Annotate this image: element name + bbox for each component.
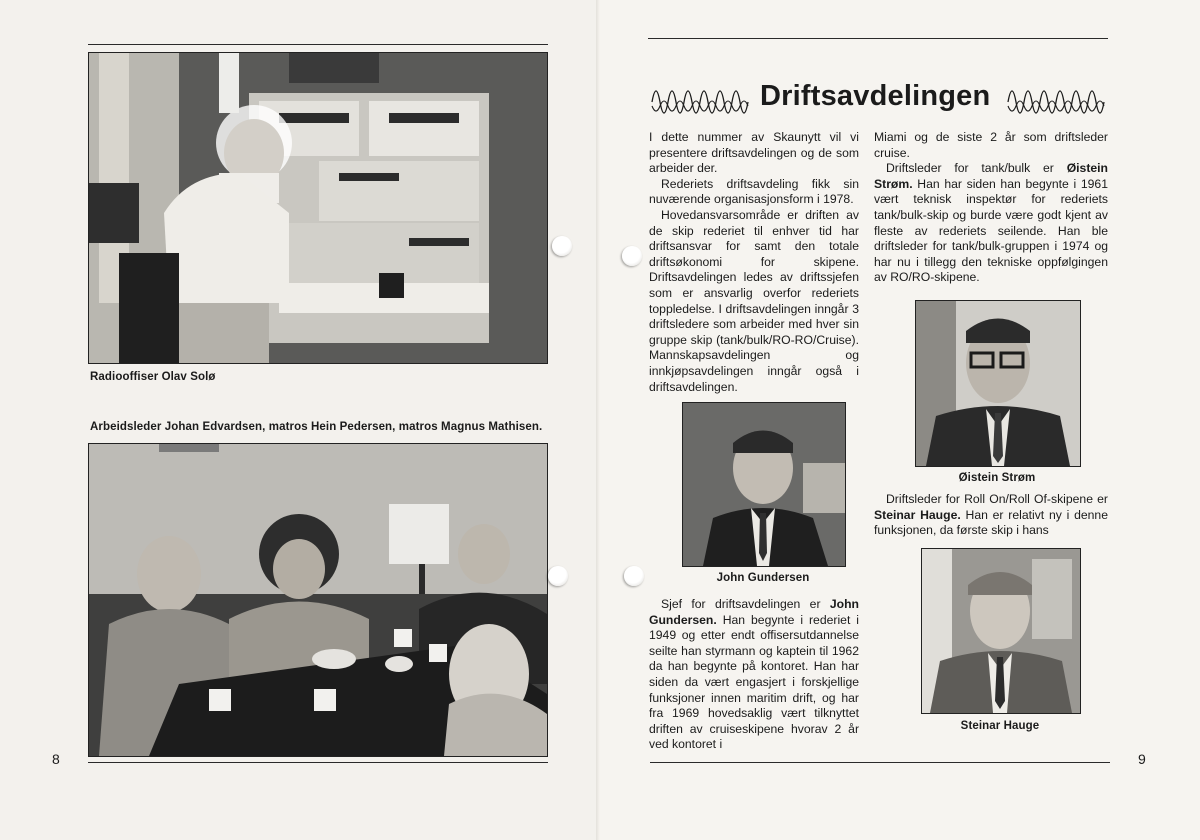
decorative-loop-ornament-icon bbox=[650, 80, 752, 116]
column-1-text bbox=[649, 130, 859, 395]
portrait-photo-oistein-strom bbox=[915, 300, 1081, 467]
portrait-photo-john-gundersen bbox=[682, 402, 846, 567]
col2-p2-pre: Driftsleder for tank/bulk er bbox=[886, 161, 1067, 176]
col2-paragraph-1: Miami og de siste 2 år som driftsleder cruise. bbox=[874, 130, 1108, 160]
col1-paragraph-1: I dette nummer av Skaunytt vil vi presentere driftsavdelingen og de som arbeider der. bbox=[649, 130, 859, 176]
binder-hole-icon bbox=[548, 566, 568, 586]
bottom-rule-left bbox=[88, 762, 548, 763]
col1-paragraph-4 bbox=[649, 597, 859, 753]
page-number-left: 8 bbox=[52, 751, 60, 767]
crew-coffee-photo bbox=[88, 443, 548, 757]
photo2-caption: Arbeidsleder Johan Edvardsen, matros Hein Pedersen, matros Magnus Mathisen. bbox=[90, 421, 543, 433]
page-number-right: 9 bbox=[1138, 751, 1146, 767]
col1-paragraph-3: Hovedansvarsområde er driften av de skip rederiet til enhver tid har driftsansvar for samt den totale driftsøkonomi for skipene. Driftsavdelingen ledes av driftssjefen som er ansvarlig overfor rederiets toppledelse. I driftsavdelingen inngår 3 driftsledere som arbeider med hver sin gruppe skip (tank/bulk/RO-RO/Cruise). Mannskapsavdelingen og innkjøpsavdelingen inngår også i driftsavdelingen. bbox=[649, 207, 859, 394]
title-banner bbox=[650, 78, 1115, 118]
col2-paragraph-2 bbox=[874, 161, 1108, 286]
col1-p4-post: Han begynte i rederiet i 1949 og etter endt offisersutdannelse seilte han styrmann og kaptein til 1962 da han begynte på kontoret. Han har siden da vært engasjert i forskjellige funksjoner innen maritim drift, og har fra 1969 hovedsaklig vært tilknyttet driften av cruiseskipene hvorav 2 år ved kontoret i bbox=[649, 612, 859, 752]
steinar-hauge-caption: Steinar Hauge bbox=[960, 720, 1040, 732]
col2-p2-post: Han har siden han begynte i 1961 vært teknisk inspektør for rederiets tank/bulk-skip og burde være godt kjent av fleste av rederiets seilende. Han ble driftsleder for tank/bulk-gruppen i 1974 og har nu i tillegg den tekniske oppfølgingen av RO/RO-skipene. bbox=[874, 176, 1108, 285]
binder-hole-icon bbox=[622, 246, 642, 266]
portrait-photo-steinar-hauge bbox=[921, 548, 1081, 714]
page-title: Driftsavdelingen bbox=[760, 80, 991, 112]
photo1-caption: Radiooffiser Olav Solø bbox=[90, 371, 216, 383]
top-rule-right bbox=[648, 38, 1108, 39]
oistein-strom-caption: Øistein Strøm bbox=[958, 472, 1036, 484]
col2-p3-pre: Driftsleder for Roll On/Roll Of-skipene er bbox=[886, 492, 1108, 506]
john-gundersen-caption: John Gundersen bbox=[716, 572, 810, 584]
column-1-text-continued bbox=[649, 597, 859, 753]
decorative-loop-ornament-icon bbox=[1006, 80, 1108, 116]
radio-operator-photo bbox=[88, 52, 548, 364]
binder-hole-icon bbox=[552, 236, 572, 256]
col1-paragraph-2: Rederiets driftsavdeling fikk sin nuværende organisasjonsform i 1978. bbox=[649, 176, 859, 207]
col1-p4-pre: Sjef for driftsavdelingen er bbox=[661, 597, 830, 611]
column-2-text-continued bbox=[874, 492, 1108, 539]
col1-p4-name: John Gundersen. bbox=[649, 597, 859, 627]
col2-paragraph-3 bbox=[874, 492, 1108, 539]
binder-hole-icon bbox=[624, 566, 644, 586]
left-page bbox=[0, 0, 598, 840]
column-2-text bbox=[874, 130, 1108, 286]
col2-p3-post: Han er relativt ny i denne funksjonen, da første skip i hans bbox=[874, 507, 1108, 538]
bottom-rule-right bbox=[650, 762, 1110, 763]
col2-p3-name: Steinar Hauge. bbox=[874, 507, 961, 522]
col2-p2-name: Øistein Strøm. bbox=[874, 161, 1108, 191]
top-rule-left bbox=[88, 44, 548, 45]
